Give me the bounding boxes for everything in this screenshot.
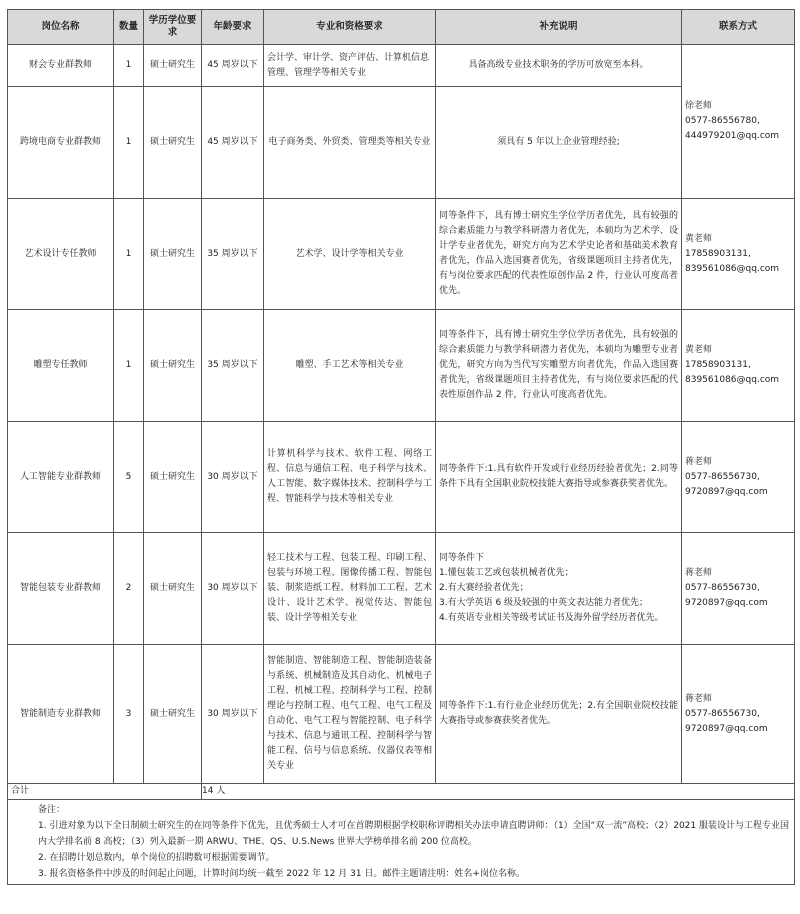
count-cell: 1 — [114, 87, 144, 199]
count-cell: 5 — [114, 422, 144, 533]
degree-cell: 硕士研究生 — [144, 87, 202, 199]
degree-cell: 硕士研究生 — [144, 310, 202, 422]
remarks-cell — [8, 800, 795, 885]
major-cell: 轻工技术与工程、包装工程、印刷工程、包装与环境工程、图像传播工程、智能包装、制浆造纸工程、材料加工工程、艺术设计、设计艺术学、视觉传达、智能包装、设计学等相关专业 — [264, 533, 436, 645]
remark-item: 2. 在招聘计划总数内，单个岗位的招聘数可根据需要调节。 — [38, 853, 275, 863]
contact-cell: 蒋老师 0577-86556730, 9720897@qq.com — [682, 533, 795, 645]
total-value: 14 人 — [202, 784, 795, 800]
total-row — [8, 784, 795, 800]
contact-cell: 蒋老师 0577-86556730, 9720897@qq.com — [682, 645, 795, 784]
header-count: 数量 — [114, 10, 144, 45]
position-cell: 智能包装专业群教师 — [8, 533, 114, 645]
notes-cell: 同等条件下:1.有行业企业经历优先；2.有全国职业院校技能大赛指导或参赛获奖者优先。 — [436, 645, 682, 784]
table-row — [8, 645, 795, 784]
age-cell: 35 周岁以下 — [202, 199, 264, 310]
contact-cell: 蒋老师 0577-86556730, 9720897@qq.com — [682, 422, 795, 533]
count-cell: 1 — [114, 199, 144, 310]
position-cell: 跨境电商专业群教师 — [8, 87, 114, 199]
header-notes: 补充说明 — [436, 10, 682, 45]
position-cell: 艺术设计专任教师 — [8, 199, 114, 310]
notes-cell: 同等条件下:1.具有软件开发或行业经历经验者优先；2.同等条件下具有全国职业院校技能大赛指导或参赛获奖者优先。 — [436, 422, 682, 533]
notes-cell: 同等条件下 1.懂包装工艺或包装机械者优先； 2.有大赛经验者优先； 3.有大学英语 6 级及较强的中英文表达能力者优先； 4.有英语专业相关等级考试证书及海外留学经历者优先。 — [436, 533, 682, 645]
header-major: 专业和资格要求 — [264, 10, 436, 45]
notes-cell: 同等条件下，具有博士研究生学位学历者优先，具有较强的综合素质能力与教学科研潜力者优先，本硕均为艺术学、设计学专业者优先，研究方向为艺术学史论者和基础美术教育者优先，作品入选国赛者优先，省级课题项目主持者优先，有与岗位要求匹配的代表性原创作品 2 件，行业认可度高者优先。 — [436, 199, 682, 310]
table-row — [8, 199, 795, 310]
table-row — [8, 310, 795, 422]
notes-cell: 具备高级专业技术职务的学历可放宽至本科。 — [436, 45, 682, 87]
contact-cell: 徐老师 0577-86556780, 444979201@qq.com — [682, 45, 795, 199]
degree-cell: 硕士研究生 — [144, 45, 202, 87]
position-cell: 智能制造专业群教师 — [8, 645, 114, 784]
notes-cell: 须具有 5 年以上企业管理经验; — [436, 87, 682, 199]
table-row — [8, 422, 795, 533]
header-contact: 联系方式 — [682, 10, 795, 45]
major-cell: 智能制造、智能制造工程、智能制造装备与系统、机械制造及其自动化、机械电子工程、机械工程、控制科学与工程、控制理论与控制工程、电气工程、电气工程及自动化、电气工程与智能控制、电子科学与技术、信息与通讯工程、控制科学与智能工程、信号与信息系统、仪器仪表等相关专业 — [264, 645, 436, 784]
major-cell: 电子商务类、外贸类、管理类等相关专业 — [264, 87, 436, 199]
notes-cell: 同等条件下，具有博士研究生学位学历者优先，具有较强的综合素质能力与教学科研潜力者优先，本硕均为雕塑专业者优先，研究方向为当代写实雕塑方向者优先，作品入选国赛者优先，省级课题项目主持者优先，有与岗位要求匹配的代表性原创作品 2 件，行业认可度高者优先。 — [436, 310, 682, 422]
total-label: 合计 — [8, 784, 202, 800]
degree-cell: 硕士研究生 — [144, 533, 202, 645]
degree-cell: 硕士研究生 — [144, 645, 202, 784]
header-age: 年龄要求 — [202, 10, 264, 45]
header-degree: 学历学位要求 — [144, 10, 202, 45]
position-cell: 雕塑专任教师 — [8, 310, 114, 422]
table-row — [8, 87, 795, 199]
age-cell: 45 周岁以下 — [202, 87, 264, 199]
major-cell: 计算机科学与技术、软件工程、网络工程、信息与通信工程、电子科学与技术、人工智能、数字媒体技术、控制科学与工程、智能科学与技术等相关专业 — [264, 422, 436, 533]
contact-cell: 黄老师 17858903131, 839561086@qq.com — [682, 199, 795, 310]
major-cell: 会计学、审计学、资产评估、计算机信息管理、管理学等相关专业 — [264, 45, 436, 87]
position-cell: 财会专业群教师 — [8, 45, 114, 87]
header-row — [8, 10, 795, 45]
degree-cell: 硕士研究生 — [144, 422, 202, 533]
remark-item: 3. 报名资格条件中涉及的时间起止问题，计算时间均统一截至 2022 年 12 月 31 日。邮件主题请注明：姓名+岗位名称。 — [38, 869, 525, 879]
count-cell: 3 — [114, 645, 144, 784]
age-cell: 30 周岁以下 — [202, 533, 264, 645]
table-row — [8, 45, 795, 87]
major-cell: 艺术学、设计学等相关专业 — [264, 199, 436, 310]
table-row — [8, 533, 795, 645]
degree-cell: 硕士研究生 — [144, 199, 202, 310]
major-cell: 雕塑、手工艺术等相关专业 — [264, 310, 436, 422]
count-cell: 2 — [114, 533, 144, 645]
count-cell: 1 — [114, 310, 144, 422]
contact-cell: 黄老师 17858903131, 839561086@qq.com — [682, 310, 795, 422]
age-cell: 35 周岁以下 — [202, 310, 264, 422]
remarks-title: 备注： — [38, 805, 66, 815]
header-position: 岗位名称 — [8, 10, 114, 45]
recruitment-table — [7, 9, 795, 885]
age-cell: 45 周岁以下 — [202, 45, 264, 87]
remark-item: 1. 引进对象为以下全日制硕士研究生的在同等条件下优先，且优秀硕士人才可在首聘期根据学校职称评聘相关办法申请直聘讲师：（1）全国“双一流”高校；（2）2021 服装设计与工程专业国内大学排名前 8 高校；（3）列入最新一期 ARWU、THE、QS、U.S.News 世界大学榜单排名前 200 位高校。 — [38, 821, 789, 847]
remarks-row — [8, 800, 795, 885]
age-cell: 30 周岁以下 — [202, 422, 264, 533]
age-cell: 30 周岁以下 — [202, 645, 264, 784]
position-cell: 人工智能专业群教师 — [8, 422, 114, 533]
count-cell: 1 — [114, 45, 144, 87]
